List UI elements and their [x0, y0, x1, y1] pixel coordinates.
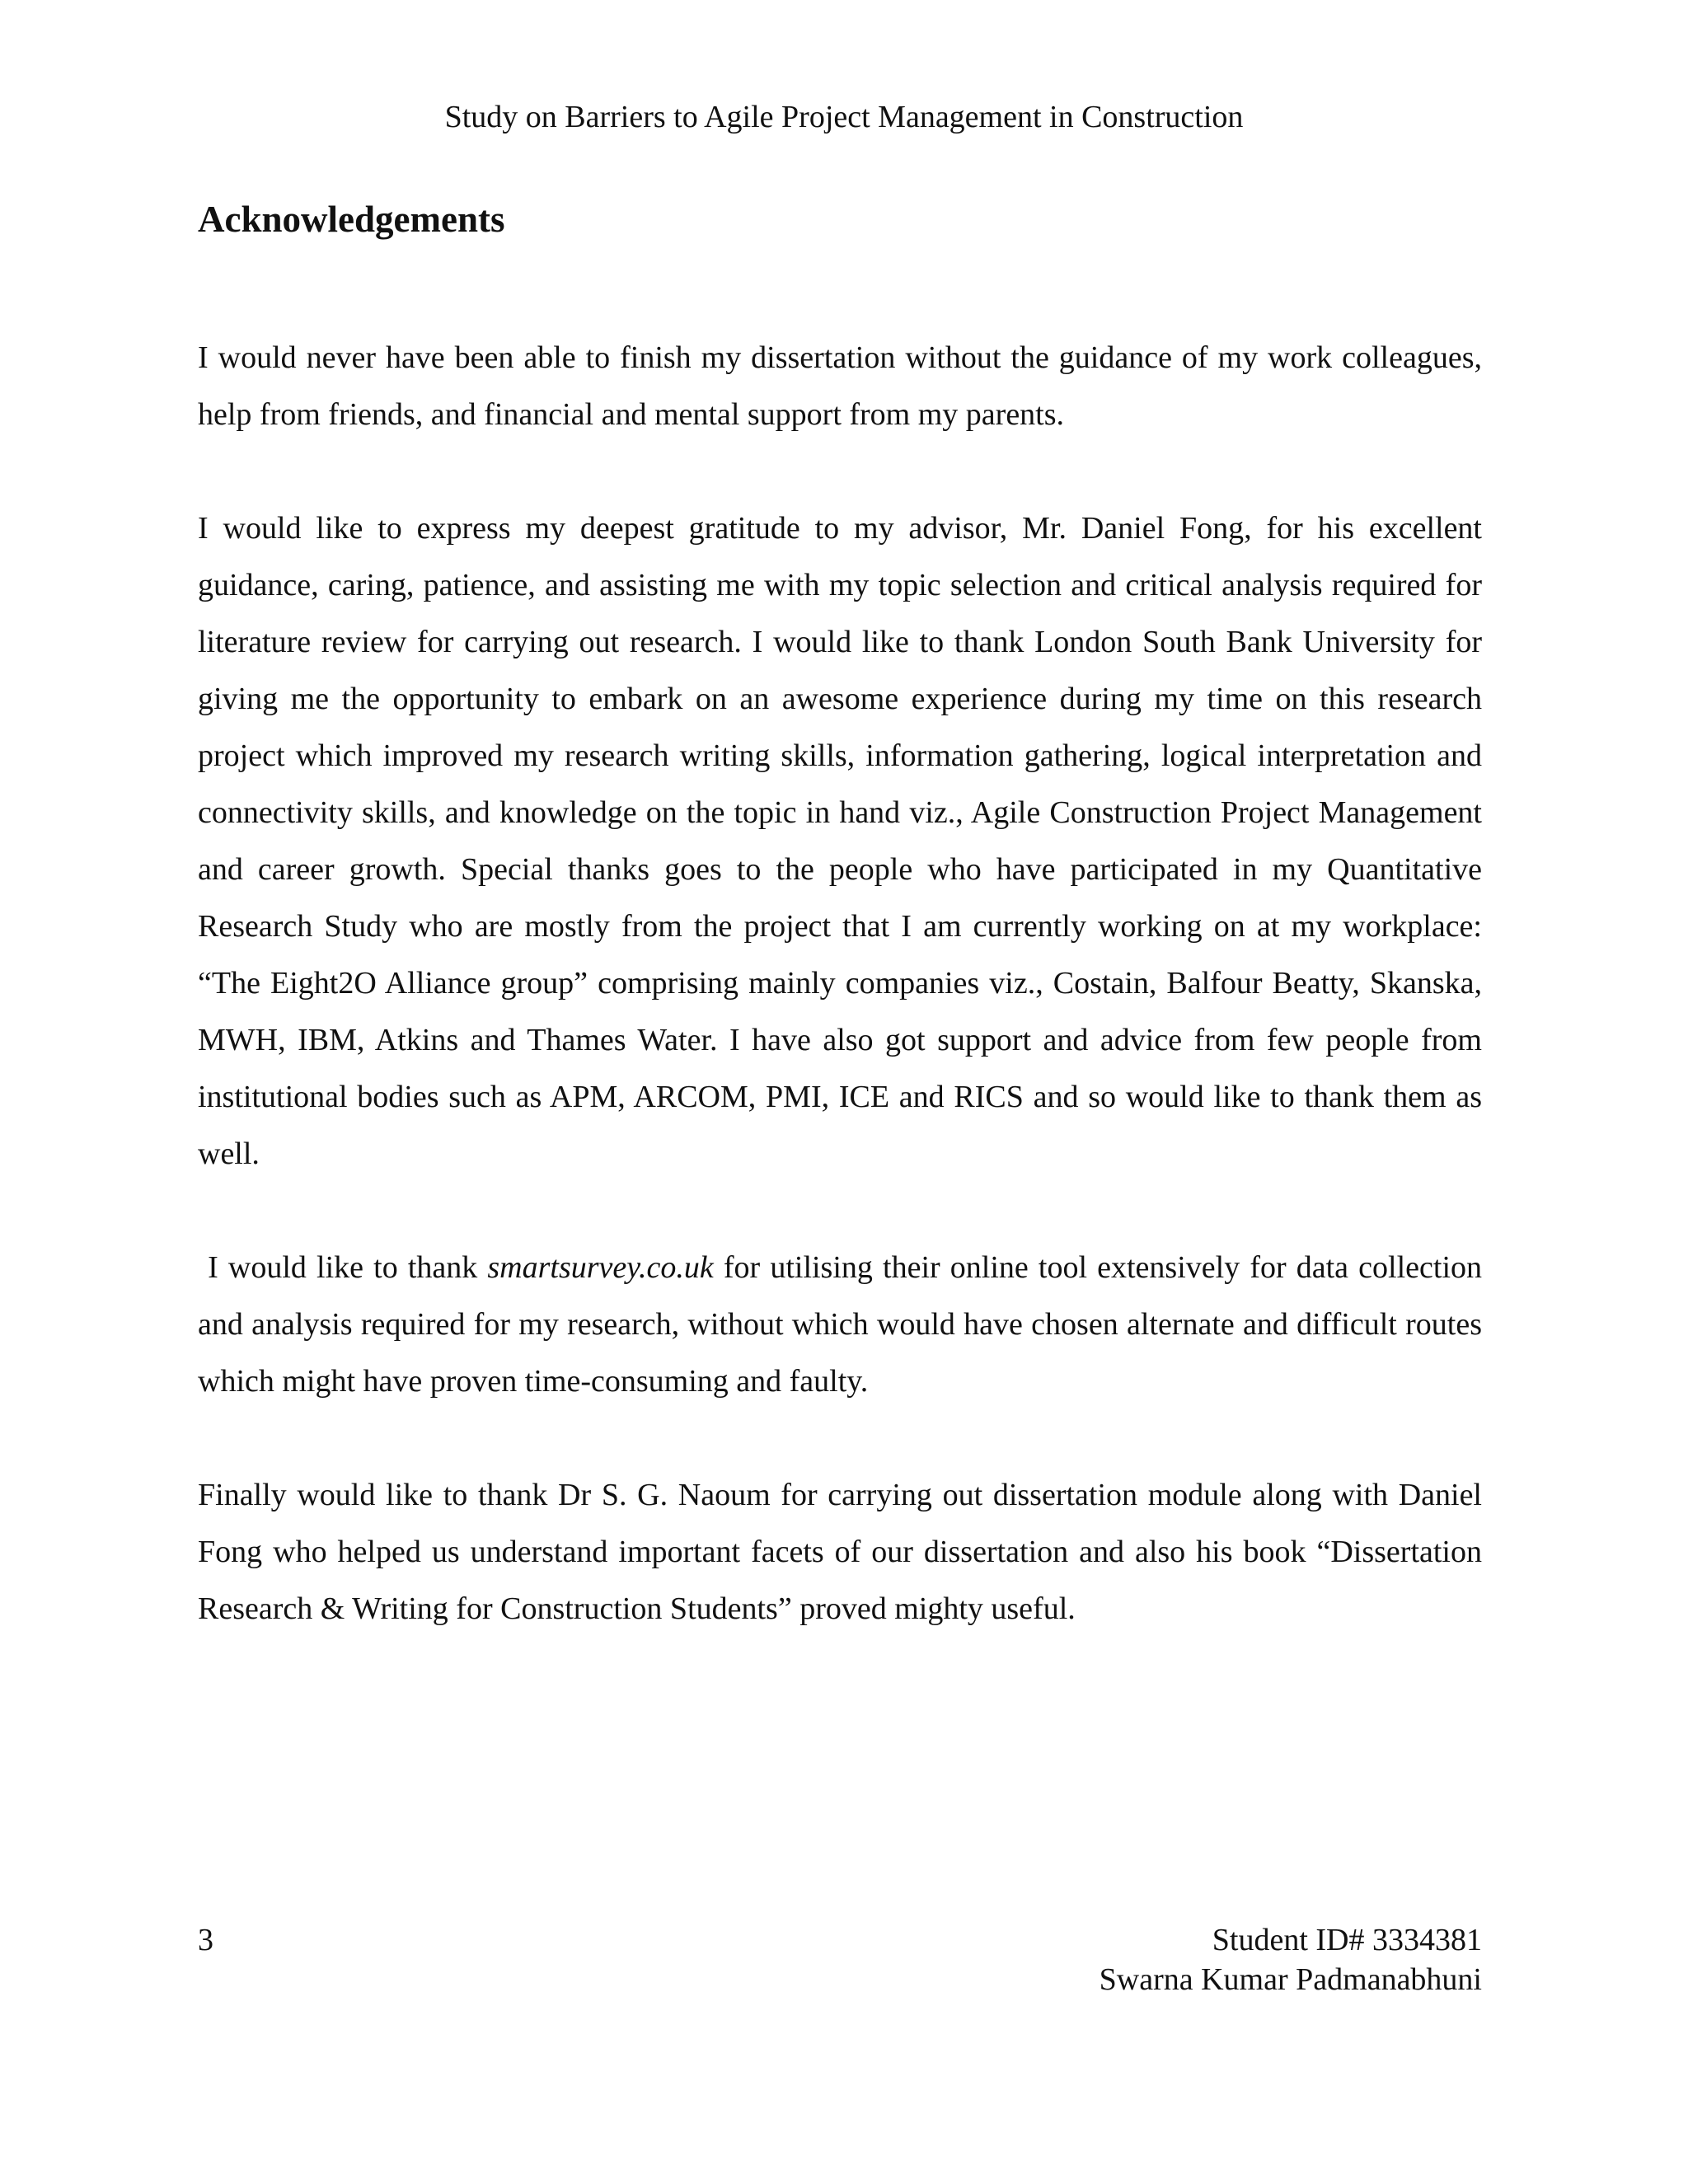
footer-author-block: [1100, 1920, 1482, 1999]
paragraph-final-thanks: Finally would like to thank Dr S. G. Naoum for carrying out dissertation module along with Daniel Fong who helped us understand important facets of our dissertation and also his book “Dissertation Research & Writing for Construction Students” proved mighty useful.: [198, 1478, 1482, 1626]
running-header: Study on Barriers to Agile Project Management in Construction: [444, 100, 1244, 134]
section-title: Acknowledgements: [198, 199, 505, 240]
survey-text-start: I would like to thank: [208, 1250, 488, 1285]
paragraph-advisor-thanks: I would like to express my deepest gratitude to my advisor, Mr. Daniel Fong, for his excellent guidance, caring, patience, and assisting me with my topic selection and critical analysis required for literature review for carrying out research. I would like to thank London South Bank University for giving me the opportunity to embark on an awesome experience during my time on this research project which improved my research writing skills, information gathering, logical interpretation and connectivity skills, and knowledge on the topic in hand viz., Agile Construction Project Management and career growth. Special thanks goes to the people who have participated in my Quantitative Research Study who are mostly from the project that I am currently working on at my workplace: “The Eight2O Alliance group” comprising mainly companies viz., Costain, Balfour Beatty, Skanska, MWH, IBM, Atkins and Thames Water. I have also got support and advice from few people from institutional bodies such as APM, ARCOM, PMI, ICE and RICS and so would like to thank them as well.: [198, 511, 1482, 1171]
survey-text-end: for utilising their online tool extensively for data collection and analysis required for my research, without which would have chosen alternate and difficult routes which might have proven time-consuming and faulty.: [198, 1250, 1482, 1399]
body-text: [198, 330, 1482, 1694]
student-id: Student ID# 3334381: [1212, 1923, 1482, 1957]
survey-site-name: smartsurvey.co.uk: [487, 1250, 714, 1285]
paragraph-family-support: I would never have been able to finish my dissertation without the guidance of my work colleagues, help from friends, and financial and mental support from my parents.: [198, 340, 1482, 432]
paragraph-survey-tool: [198, 1240, 1482, 1410]
page-number: 3: [198, 1923, 213, 1957]
author-name: Swarna Kumar Padmanabhuni: [1099, 1962, 1482, 1997]
